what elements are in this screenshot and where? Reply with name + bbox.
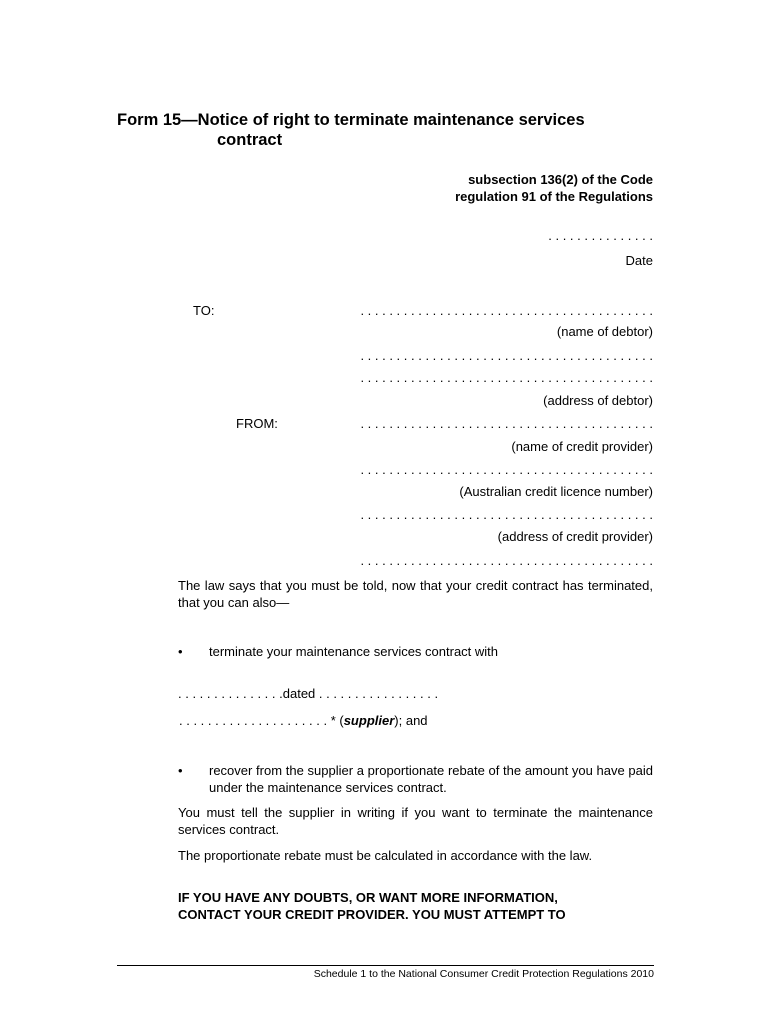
licence-number-label: (Australian credit licence number)	[459, 484, 653, 499]
reference-code: subsection 136(2) of the Code	[468, 172, 653, 187]
legislative-references	[455, 171, 653, 205]
warning-line-2: CONTACT YOUR CREDIT PROVIDER. YOU MUST ATTEMPT TO	[178, 906, 566, 922]
debtor-address-blank-1: . . . . . . . . . . . . . . . . . . . . . . . . . . . . . . . . . . . . . . . . .	[360, 348, 653, 363]
provider-name-blank: . . . . . . . . . . . . . . . . . . . . . . . . . . . . . . . . . . . . . . . . .	[360, 416, 653, 431]
date-label: Date	[625, 253, 653, 268]
bullet-1-text: terminate your maintenance services contract with	[209, 644, 499, 659]
reference-regulations: regulation 91 of the Regulations	[455, 189, 653, 204]
debtor-address-label: (address of debtor)	[543, 393, 653, 408]
form-title-line2: contract	[217, 131, 283, 149]
bullet-2-text: recover from the supplier a proportionate rebate of the amount you have paid under the maintenance services contract.	[209, 763, 653, 795]
form-title-line1: Form 15—Notice of right to terminate maintenance services	[117, 111, 585, 129]
form-title	[117, 110, 585, 150]
supplier-word: supplier	[343, 713, 395, 728]
from-label: FROM:	[236, 416, 278, 431]
provider-address-label: (address of credit provider)	[497, 529, 653, 544]
intro-paragraph: The law says that you must be told, now that your credit contract has terminated, that you can also—	[178, 578, 653, 610]
debtor-address-blank-2: . . . . . . . . . . . . . . . . . . . . . . . . . . . . . . . . . . . . . . . . .	[360, 370, 653, 385]
dated-line: . . . . . . . . . . . . . . .dated . . . . . . . . . . . . . . . . .	[178, 686, 439, 701]
supplier-suffix: ); and	[394, 713, 428, 728]
supplier-line	[179, 713, 428, 728]
debtor-name-blank: . . . . . . . . . . . . . . . . . . . . . . . . . . . . . . . . . . . . . . . . .	[360, 303, 653, 318]
warning-line-1: IF YOU HAVE ANY DOUBTS, OR WANT MORE INFORMATION,	[178, 890, 558, 905]
to-label: TO:	[193, 303, 215, 318]
supplier-blank: . . . . . . . . . . . . . . . . . . . . . * (	[179, 713, 344, 728]
warning-text	[178, 890, 653, 923]
provider-address-blank: . . . . . . . . . . . . . . . . . . . . . . . . . . . . . . . . . . . . . . . . .	[360, 507, 653, 522]
licence-number-blank: . . . . . . . . . . . . . . . . . . . . . . . . . . . . . . . . . . . . . . . . .	[360, 462, 653, 477]
debtor-name-label: (name of debtor)	[556, 324, 653, 339]
provider-name-label: (name of credit provider)	[511, 439, 653, 454]
rebate-paragraph: The proportionate rebate must be calculated in accordance with the law.	[178, 848, 593, 863]
bullet-2-symbol: •	[178, 763, 183, 778]
provider-final-blank: . . . . . . . . . . . . . . . . . . . . . . . . . . . . . . . . . . . . . . . . .	[360, 553, 653, 568]
date-blank: . . . . . . . . . . . . . . .	[548, 228, 653, 243]
footer-divider	[117, 965, 654, 966]
footer-text: Schedule 1 to the National Consumer Credit Protection Regulations 2010	[313, 968, 654, 980]
tell-supplier-paragraph: You must tell the supplier in writing if you want to terminate the maintenance services contract.	[178, 805, 653, 837]
bullet-1-symbol: •	[178, 644, 183, 659]
